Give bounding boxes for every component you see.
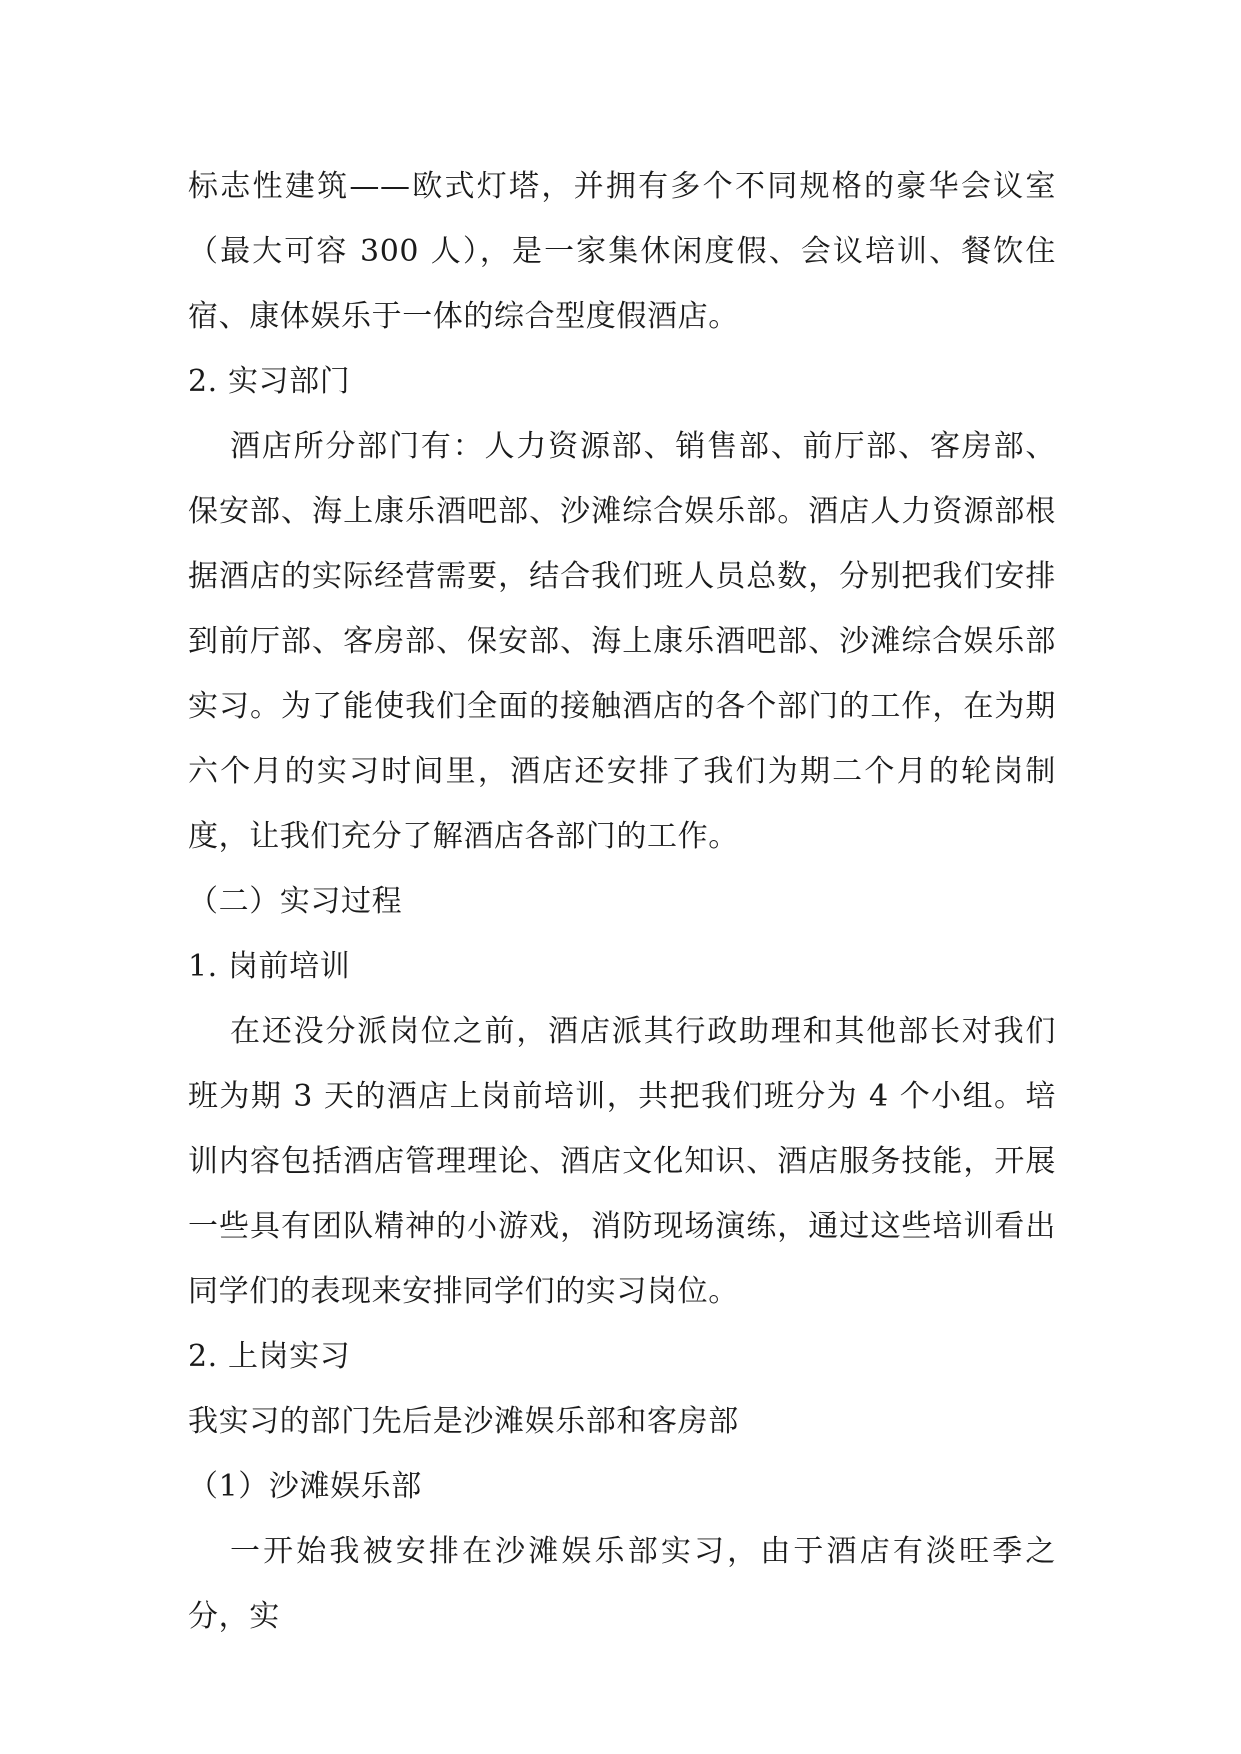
paragraph-continuation: 标志性建筑——欧式灯塔，并拥有多个不同规格的豪华会议室（最大可容 300 人），是一家集休闲度假、会议培训、餐饮住宿、康体娱乐于一体的综合型度假酒店。: [188, 169, 1056, 334]
document-body: [188, 154, 1056, 1649]
section-heading-departments: 2. 实习部门: [188, 364, 351, 399]
section-heading-internship: 2. 上岗实习: [188, 1339, 351, 1374]
paragraph-internship-intro: 我实习的部门先后是沙滩娱乐部和客房部: [188, 1404, 739, 1439]
paragraph-departments: 酒店所分部门有：人力资源部、销售部、前厅部、客房部、保安部、海上康乐酒吧部、沙滩综合娱乐部。酒店人力资源部根据酒店的实际经营需要，结合我们班人员总数，分别把我们安排到前厅部、客房部、保安部、海上康乐酒吧部、沙滩综合娱乐部实习。为了能使我们全面的接触酒店的各个部门的工作，在为期六个月的实习时间里，酒店还安排了我们为期二个月的轮岗制度，让我们充分了解酒店各部门的工作。: [188, 429, 1056, 854]
paragraph-training: 在还没分派岗位之前，酒店派其行政助理和其他部长对我们班为期 3 天的酒店上岗前培训，共把我们班分为 4 个小组。培训内容包括酒店管理理论、酒店文化知识、酒店服务技能，开展一些具有团队精神的小游戏，消防现场演练，通过这些培训看出同学们的表现来安排同学们的实习岗位。: [188, 1014, 1056, 1309]
section-heading-beach: （1）沙滩娱乐部: [188, 1469, 422, 1504]
section-heading-process: （二）实习过程: [188, 884, 403, 919]
section-heading-training: 1. 岗前培训: [188, 949, 351, 984]
paragraph-beach: 一开始我被安排在沙滩娱乐部实习，由于酒店有淡旺季之分，实: [188, 1534, 1056, 1634]
